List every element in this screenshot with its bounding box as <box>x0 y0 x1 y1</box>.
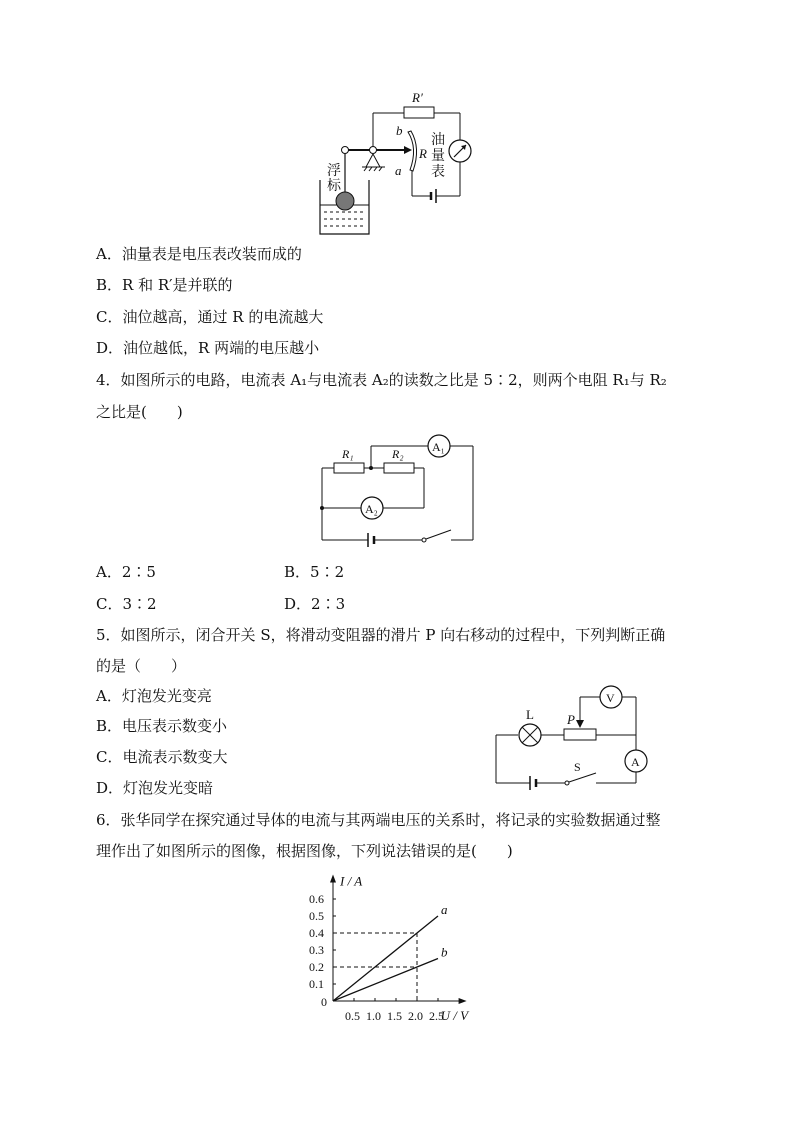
resistor-r-prime <box>404 107 434 118</box>
q6-iu-graph <box>300 866 500 1026</box>
y-tick-label: 0.5 <box>309 909 324 923</box>
origin-label: 0 <box>321 995 327 1009</box>
switch-s <box>569 773 596 782</box>
series-line-b <box>333 959 438 1002</box>
q3-option-b: B．R 和 R′是并联的 <box>96 276 233 294</box>
y-axis-label: I / A <box>340 873 363 889</box>
label-switch: S <box>574 760 581 774</box>
resistor-r1 <box>334 463 364 473</box>
switch <box>426 530 451 539</box>
q4-circuit <box>316 430 480 552</box>
x-tick-label: 2.5 <box>429 1009 444 1023</box>
label-ammeter: A <box>631 755 640 769</box>
label-a2: A₂ <box>365 502 378 516</box>
x-tick-label: 0.5 <box>345 1009 360 1023</box>
resistor-r2 <box>384 463 414 473</box>
label-float-2: 标 <box>327 178 341 194</box>
label-slider-p: P <box>567 712 575 727</box>
rheostat <box>564 729 596 740</box>
q5-option-c: C．电流表示数变大 <box>96 748 228 766</box>
q6-stem-line1: 6．张华同学在探究通过导体的电流与其两端电压的关系时，将记录的实验数据通过整 <box>96 811 661 829</box>
series-label-a: a <box>441 902 448 917</box>
q5-option-b: B．电压表示数变小 <box>96 717 228 735</box>
q3-oil-gauge-circuit <box>300 88 480 240</box>
x-tick-label: 2.0 <box>408 1009 423 1023</box>
q4-option-a: A．2∶5 <box>96 563 156 581</box>
x-axis-arrow <box>459 998 467 1004</box>
label-lamp: L <box>526 707 534 722</box>
label-r: R <box>419 146 427 161</box>
q3-option-a: A．油量表是电压表改装而成的 <box>96 245 302 263</box>
q5-stem-line1: 5．如图所示，闭合开关 S，将滑动变阻器的滑片 P 向右移动的过程中，下列判断正确 <box>96 626 666 644</box>
q3-option-d: D．油位越低，R 两端的电压越小 <box>96 339 320 357</box>
x-axis-label: U / V <box>440 1008 469 1023</box>
q5-option-d: D．灯泡发光变暗 <box>96 779 214 797</box>
float-ball <box>336 192 354 210</box>
label-gauge-3: 表 <box>431 164 445 180</box>
series-label-b: b <box>441 944 448 960</box>
y-tick-label: 0.6 <box>309 892 324 906</box>
y-tick-label: 0.2 <box>309 960 324 974</box>
q5-stem-line2: 的是（ ） <box>96 657 187 675</box>
label-a: a <box>395 163 402 178</box>
q5-circuit <box>490 682 656 790</box>
q4-stem-line2: 之比是( ) <box>96 403 183 421</box>
label-gauge-1: 油 <box>431 132 445 148</box>
q4-option-c: C．3∶2 <box>96 595 157 613</box>
y-tick-label: 0.3 <box>309 943 324 957</box>
label-float-1: 浮 <box>327 163 341 179</box>
x-tick-label: 1.5 <box>387 1009 402 1023</box>
q4-option-b: B．5∶2 <box>284 563 345 581</box>
label-voltmeter: V <box>606 691 615 705</box>
label-a1: A₁ <box>432 440 445 454</box>
y-tick-label: 0.4 <box>309 926 324 940</box>
q6-stem-line2: 理作出了如图所示的图像，根据图像，下列说法错误的是( ) <box>96 842 513 860</box>
label-r2: R₂ <box>392 447 404 461</box>
pivot <box>366 154 380 167</box>
q4-stem-line1: 4．如图所示的电路，电流表 A₁与电流表 A₂的读数之比是 5∶2，则两个电阻 R₁与 R₂ <box>96 371 667 389</box>
x-tick-label: 1.0 <box>366 1009 381 1023</box>
y-axis-arrow <box>330 875 336 883</box>
label-b: b <box>396 123 403 138</box>
q4-option-d: D．2∶3 <box>284 595 346 613</box>
label-gauge-2: 量 <box>431 148 445 164</box>
series-line-a <box>333 916 438 1001</box>
q5-option-a: A．灯泡发光变亮 <box>96 687 212 705</box>
y-tick-label: 0.1 <box>309 977 324 991</box>
label-r1: R₁ <box>342 447 354 461</box>
label-r-prime: R′ <box>412 90 423 105</box>
q3-option-c: C．油位越高，通过 R 的电流越大 <box>96 308 324 326</box>
